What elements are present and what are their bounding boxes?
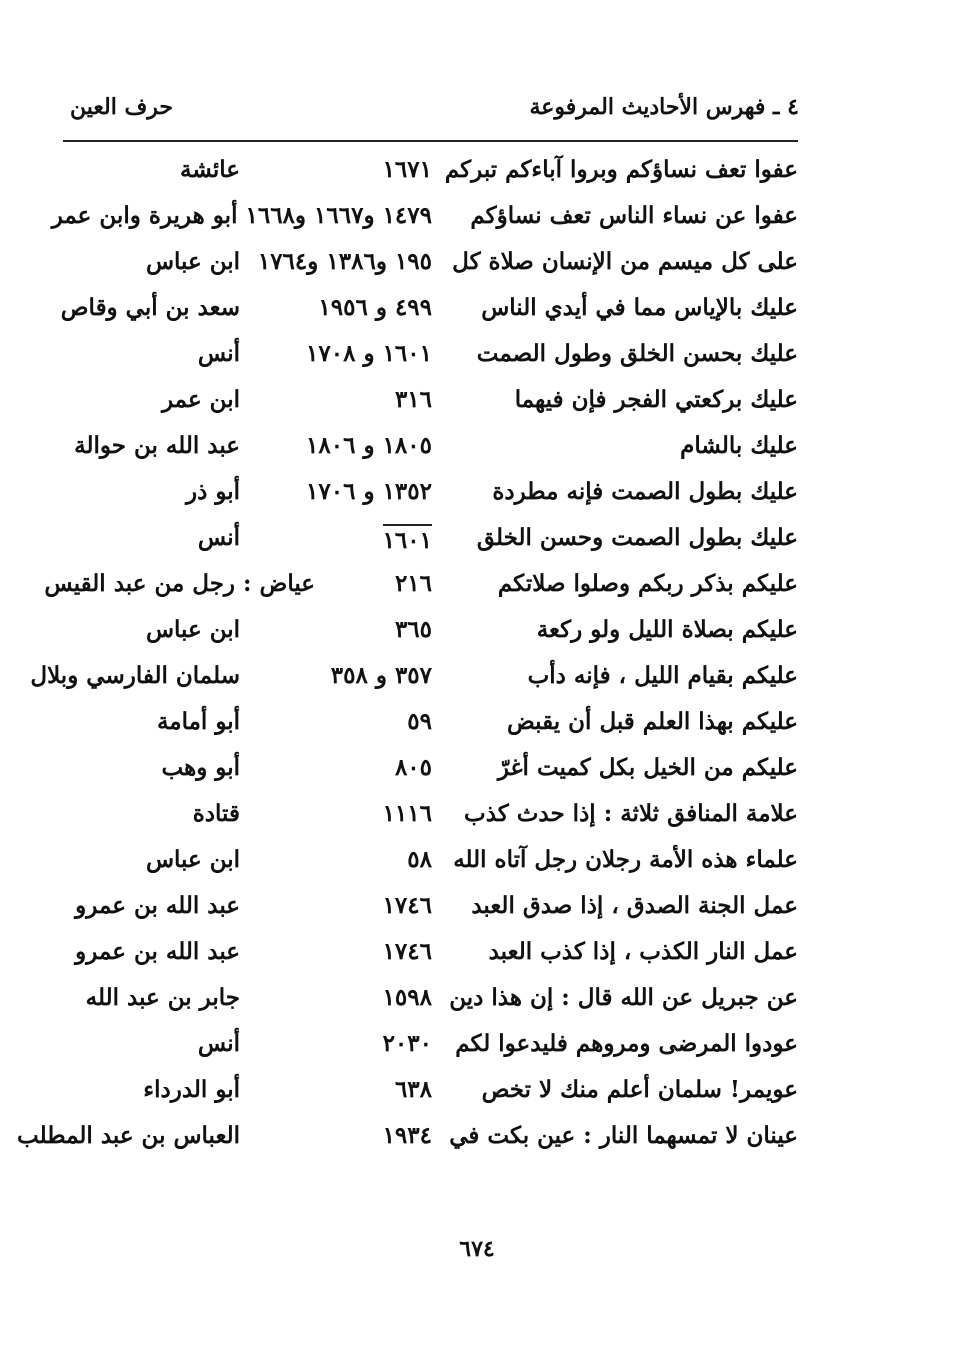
index-row bbox=[0, 932, 954, 978]
hadith-text: عليكم بهذا العلم قبل أن يقبض bbox=[507, 708, 798, 735]
narrator: جابر بن عبد الله bbox=[85, 984, 240, 1011]
narrator: عبد الله بن عمرو bbox=[75, 892, 240, 919]
hadith-text: عليكم بصلاة الليل ولو ركعة bbox=[536, 616, 798, 643]
hadith-text: عمل الجنة الصدق ، إذا صدق العبد bbox=[471, 892, 798, 919]
hadith-text: عفوا تعف نساؤكم وبروا آباءكم تبركم bbox=[444, 156, 798, 183]
hadith-text: عويمر! سلمان أعلم منك لا تخص bbox=[481, 1076, 798, 1103]
section-title: ٤ ـ فهرس الأحاديث المرفوعة bbox=[529, 94, 799, 120]
narrator: ابن عباس bbox=[145, 846, 240, 873]
narrator: عائشة bbox=[180, 156, 240, 183]
hadith-number: ٢٠٣٠ bbox=[382, 1030, 432, 1057]
narrator: أبو أمامة bbox=[156, 708, 240, 735]
index-row bbox=[0, 1024, 954, 1070]
hadith-text: عليكم من الخيل بكل كميت أغرّ bbox=[497, 754, 798, 781]
hadith-text: علامة المنافق ثلاثة : إذا حدث كذب bbox=[464, 800, 798, 827]
narrator: أبو ذر bbox=[185, 478, 240, 505]
hadith-number: ١٥٩٨ bbox=[382, 984, 432, 1011]
hadith-number: ١١١٦ bbox=[382, 800, 432, 827]
letter-title: حرف العين bbox=[70, 94, 174, 120]
hadith-number: ٣٥٧ و ٣٥٨ bbox=[330, 662, 432, 689]
hadith-text: عليك بركعتي الفجر فإن فيهما bbox=[514, 386, 798, 413]
index-row bbox=[0, 702, 954, 748]
narrator: ابن عمر bbox=[161, 386, 240, 413]
index-row bbox=[0, 610, 954, 656]
hadith-text: علماء هذه الأمة رجلان رجل آتاه الله bbox=[453, 846, 798, 873]
narrator: قتادة bbox=[192, 800, 240, 827]
index-row bbox=[0, 840, 954, 886]
hadith-text: عليك بطول الصمت وحسن الخلق bbox=[476, 524, 798, 551]
hadith-text: على كل ميسم من الإنسان صلاة كل bbox=[452, 248, 798, 275]
hadith-number: ١٩٥ و١٣٨٦ و١٧٦٤ bbox=[257, 248, 432, 275]
hadith-text: عودوا المرضى ومروهم فليدعوا لكم bbox=[455, 1030, 798, 1057]
index-row bbox=[0, 196, 954, 242]
narrator: ابن عباس bbox=[145, 616, 240, 643]
hadith-number: ١٩٣٤ bbox=[382, 1122, 432, 1149]
narrator: أبو وهب bbox=[161, 754, 240, 781]
index-row bbox=[0, 978, 954, 1024]
hadith-number: ١٧٤٦ bbox=[382, 938, 432, 965]
hadith-number: ٦٣٨ bbox=[394, 1076, 432, 1103]
hadith-number: ٥٩ bbox=[407, 708, 432, 735]
page-number: ٦٧٤ bbox=[459, 1236, 495, 1262]
index-row bbox=[0, 1070, 954, 1116]
hadith-text: عن جبريل عن الله قال : إن هذا دين bbox=[449, 984, 798, 1011]
hadith-number: ١٦٠١ و ١٧٠٨ bbox=[306, 340, 432, 367]
narrator: أنس bbox=[197, 524, 240, 551]
narrator: العباس بن عبد المطلب bbox=[17, 1122, 240, 1149]
narrator: أبو الدرداء bbox=[143, 1076, 240, 1103]
narrator: ابن عباس bbox=[145, 248, 240, 275]
hadith-number: ١٨٠٥ و ١٨٠٦ bbox=[306, 432, 432, 459]
index-row bbox=[0, 334, 954, 380]
index-row bbox=[0, 1116, 954, 1162]
hadith-number: ٣١٦ bbox=[394, 386, 432, 413]
hadith-text: عفوا عن نساء الناس تعف نساؤكم bbox=[470, 202, 798, 229]
hadith-text: عليكم بذكر ربكم وصلوا صلاتكم bbox=[497, 570, 798, 597]
index-row bbox=[0, 472, 954, 518]
hadith-text: عليك بالشام bbox=[680, 432, 798, 459]
hadith-number: ٣٦٥ bbox=[394, 616, 432, 643]
index-row bbox=[0, 150, 954, 196]
index-row bbox=[0, 794, 954, 840]
index-row bbox=[0, 564, 954, 610]
narrator: أنس bbox=[197, 340, 240, 367]
index-row bbox=[0, 426, 954, 472]
narrator: سعد بن أبي وقاص bbox=[60, 294, 240, 321]
index-row bbox=[0, 886, 954, 932]
index-row bbox=[0, 242, 954, 288]
hadith-number: ٢١٦ bbox=[394, 570, 432, 597]
index-row bbox=[0, 380, 954, 426]
index-row bbox=[0, 748, 954, 794]
narrator: أنس bbox=[197, 1030, 240, 1057]
index-row bbox=[0, 518, 954, 564]
hadith-text: عينان لا تمسهما النار : عين بكت في bbox=[449, 1122, 798, 1149]
hadith-number: ٨٠٥ bbox=[394, 754, 432, 781]
hadith-text: عمل النار الكذب ، إذا كذب العبد bbox=[488, 938, 798, 965]
hadith-number: ١٦٠١ bbox=[383, 524, 432, 554]
hadith-number: ٤٩٩ و ١٩٥٦ bbox=[318, 294, 432, 321]
narrator: عبد الله بن حوالة bbox=[74, 432, 240, 459]
hadith-number: ١٧٤٦ bbox=[382, 892, 432, 919]
hadith-number: ١٦٧١ bbox=[382, 156, 432, 183]
hadith-text: عليك بحسن الخلق وطول الصمت bbox=[476, 340, 798, 367]
hadith-number: ٥٨ bbox=[407, 846, 432, 873]
index-row bbox=[0, 656, 954, 702]
hadith-text: عليكم بقيام الليل ، فإنه دأب bbox=[527, 662, 798, 689]
hadith-text: عليك بطول الصمت فإنه مطردة bbox=[492, 478, 798, 505]
index-row bbox=[0, 288, 954, 334]
hadith-number: ١٤٧٩ و١٦٦٧ و١٦٦٨ أبو هريرة وابن عمر bbox=[51, 202, 432, 229]
hadith-text: عليك بالإياس مما في أيدي الناس bbox=[481, 294, 798, 321]
hadith-number: ١٣٥٢ و ١٧٠٦ bbox=[306, 478, 432, 505]
narrator: سلمان الفارسي وبلال bbox=[30, 662, 240, 689]
narrator: عبد الله بن عمرو bbox=[75, 938, 240, 965]
narrator: عياض : رجل من عبد القيس bbox=[44, 570, 315, 597]
header-divider bbox=[63, 140, 798, 142]
